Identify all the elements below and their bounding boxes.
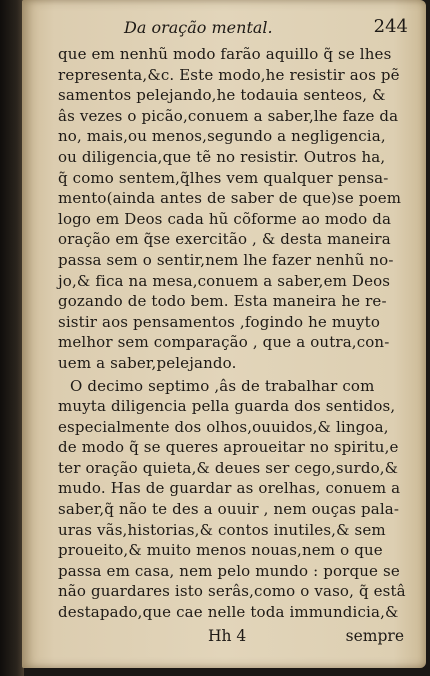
text-line: não guardares isto serâs,como o vaso, q̃ estâ xyxy=(58,582,406,601)
book-gutter xyxy=(0,0,24,676)
text-line: O decimo septimo ,âs de trabalhar com xyxy=(70,376,375,395)
text-line: samentos pelejando,he todauia senteos, & xyxy=(58,86,386,105)
text-line: sistir aos pensamentos ,fogindo he muyto xyxy=(58,312,380,331)
running-header xyxy=(58,16,408,44)
text-line: gozando de todo bem. Esta maneira he re- xyxy=(58,292,387,311)
page-text-block xyxy=(58,16,408,651)
text-line: passa sem o sentir,nem lhe fazer nenhũ no- xyxy=(58,250,394,269)
text-line: mudo. Has de guardar as orelhas, conuem a xyxy=(58,479,401,498)
text-line: ter oração quieta,& deues ser cego,surdo,& xyxy=(58,458,399,477)
text-line: q̃ como sentem,q̃lhes vem qualquer pensa- xyxy=(58,168,389,187)
text-line: no, mais,ou menos,segundo a negligencia, xyxy=(58,127,386,146)
text-line: âs vezes o picão,conuem a saber,lhe faze da xyxy=(58,106,399,125)
text-line: passa em casa, nem pelo mundo : porque se xyxy=(58,561,400,580)
text-line: que em nenhũ modo farão aquillo q̃ se lhes xyxy=(58,45,392,63)
text-line: jo,& fica na mesa,conuem a saber,em Deos xyxy=(58,271,391,290)
catchword: sempre xyxy=(345,626,404,645)
text-line: melhor sem comparação , que a outra,con- xyxy=(58,333,390,352)
text-line: ou diligencia,que tẽ no resistir. Outros ha, xyxy=(58,147,386,166)
page-number: 244 xyxy=(373,16,408,37)
text-line: representa,&c. Este modo,he resistir aos pẽ xyxy=(58,65,400,84)
signature-mark: Hh 4 xyxy=(208,626,247,645)
running-title: Da oração mental. xyxy=(124,18,273,37)
paragraph-2 xyxy=(58,376,406,623)
text-line: especialmente dos olhos,ouuidos,& lingoa, xyxy=(58,417,389,436)
text-line: uras vãs,historias,& contos inutiles,& sem xyxy=(58,520,386,539)
text-line: proueito,& muito menos nouas,nem o que xyxy=(58,541,383,560)
text-line: logo em Deos cada hũ cõforme ao modo da xyxy=(58,209,392,228)
text-line: oração em q̃se exercitão , & desta maneira xyxy=(58,230,391,249)
text-line: uem a saber,pelejando. xyxy=(58,353,237,372)
paragraph-1 xyxy=(58,44,402,374)
text-line: de modo q̃ se queres aproueitar no spiritu,e xyxy=(58,438,399,457)
text-line: destapado,que cae nelle toda immundicia,& xyxy=(58,603,399,622)
text-line: saber,q̃ não te des a ouuir , nem ouças pala- xyxy=(58,500,400,519)
page-footer xyxy=(58,626,404,651)
text-line: mento(ainda antes de saber de que)se poem xyxy=(58,189,402,208)
text-line: muyta diligencia pella guarda dos sentidos, xyxy=(58,397,396,416)
